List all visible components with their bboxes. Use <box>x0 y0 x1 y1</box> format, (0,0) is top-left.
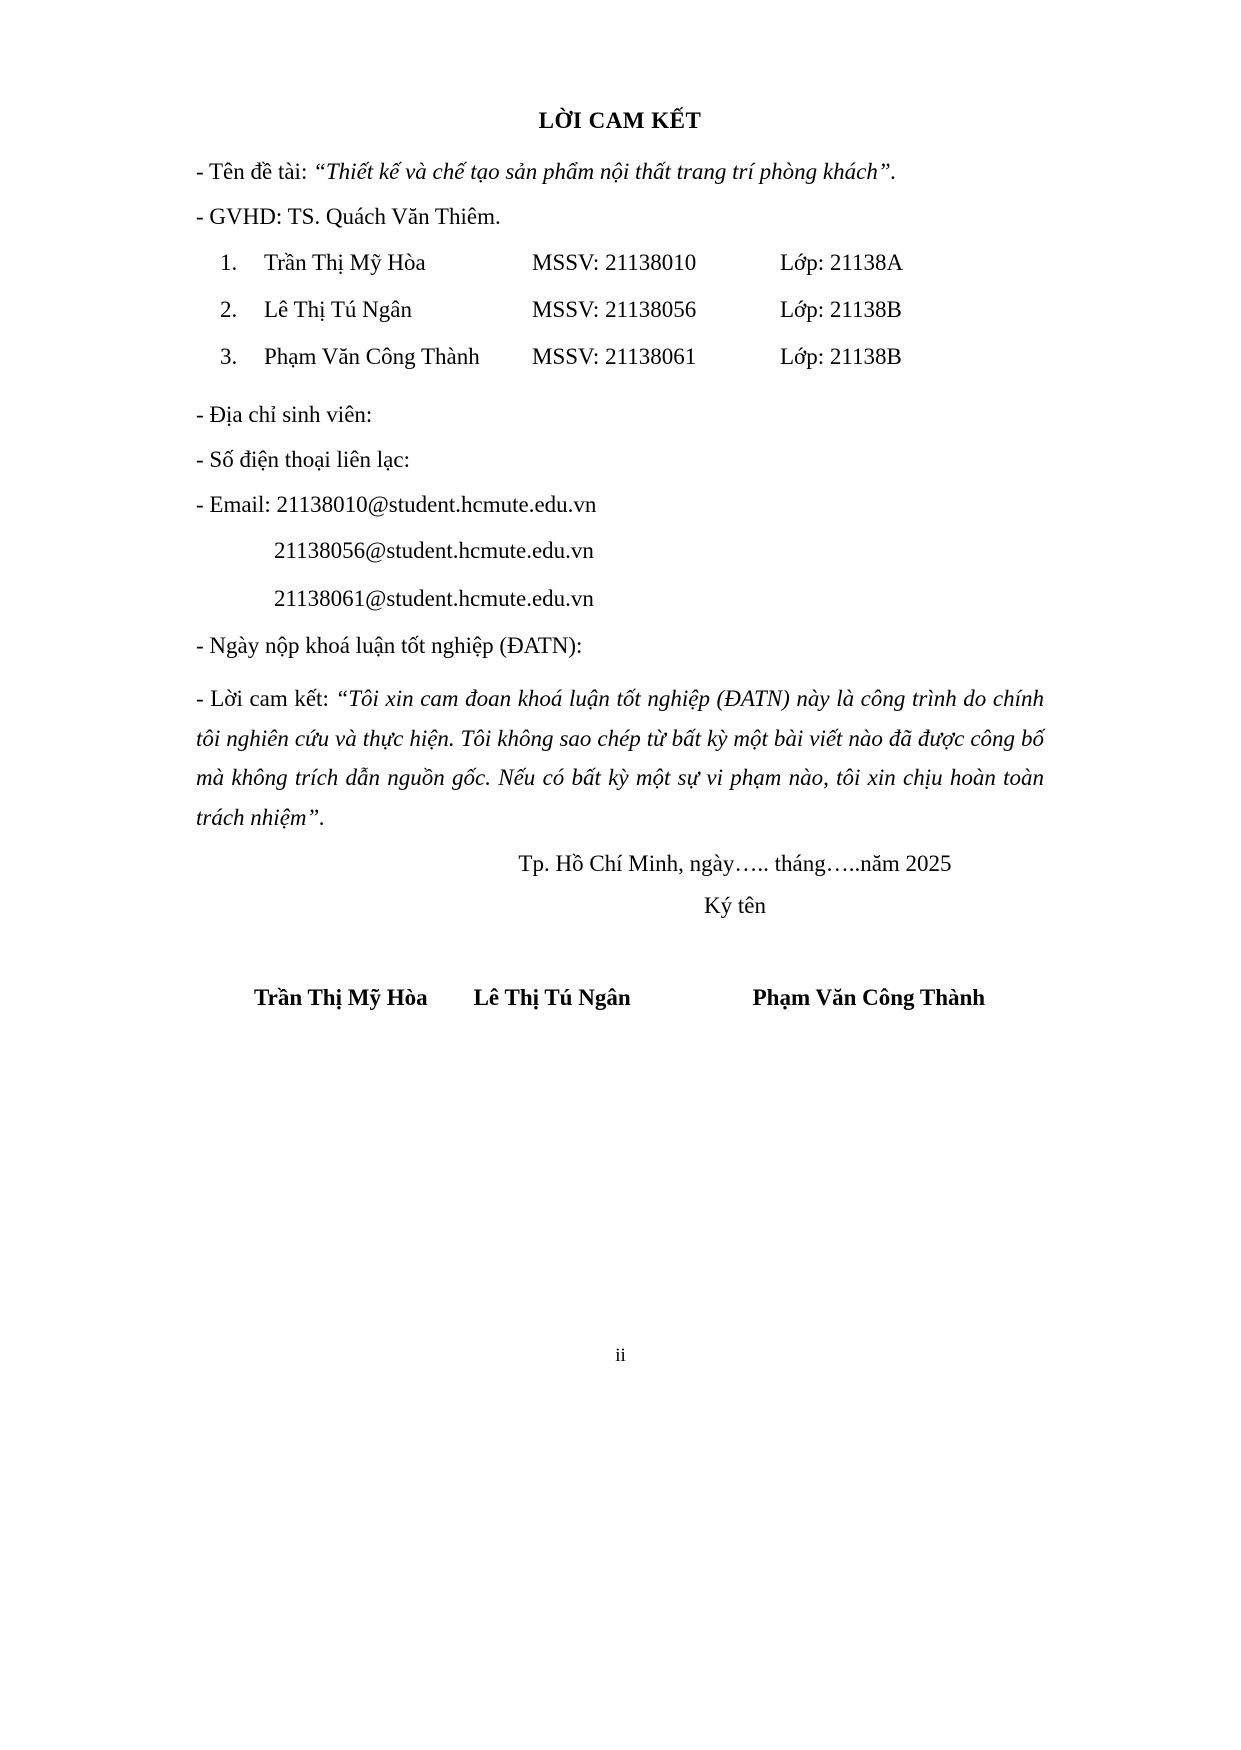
signature-name-1: Trần Thị Mỹ Hòa <box>254 985 428 1010</box>
place-and-date: Tp. Hồ Chí Minh, ngày….. tháng…..năm 2025 <box>518 851 952 877</box>
table-row <box>196 250 1044 297</box>
student-index: 1. <box>220 250 238 275</box>
student-table <box>196 250 1044 391</box>
signature-name-3: Phạm Văn Công Thành <box>752 985 986 1010</box>
student-name: Trần Thị Mỹ Hòa <box>264 250 426 275</box>
student-name: Lê Thị Tú Ngân <box>264 297 412 322</box>
student-name: Phạm Văn Công Thành <box>264 344 480 369</box>
student-index: 2. <box>220 297 238 322</box>
email-line-3: 21138061@student.hcmute.edu.vn <box>274 586 594 611</box>
project-title-line <box>196 160 1044 183</box>
student-index: 3. <box>220 344 238 369</box>
signature-row <box>196 985 1076 1011</box>
pledge-label: - Lời cam kết: <box>196 686 336 711</box>
pledge-paragraph <box>196 679 1044 837</box>
submission-date-line: - Ngày nộp khoá luận tốt nghiệp (ĐATN): <box>196 633 583 658</box>
project-title-value: “Thiết kế và chế tạo sản phẩm nội thất trang trí phòng khách”. <box>313 159 897 184</box>
signature-label: Ký tên <box>704 893 766 919</box>
signature-name-2: Lê Thị Tú Ngân <box>473 985 631 1010</box>
student-mssv: MSSV: 21138010 <box>532 250 697 275</box>
table-row <box>196 297 1044 344</box>
table-row <box>196 344 1044 391</box>
project-title-label: - Tên đề tài: <box>196 159 314 184</box>
page-number: ii <box>615 1345 626 1366</box>
advisor-line: - GVHD: TS. Quách Văn Thiêm. <box>196 204 501 229</box>
address-line: - Địa chỉ sinh viên: <box>196 402 373 427</box>
student-mssv: MSSV: 21138056 <box>532 297 697 322</box>
student-class: Lớp: 21138A <box>780 250 904 275</box>
student-class: Lớp: 21138B <box>780 297 902 322</box>
phone-line: - Số điện thoại liên lạc: <box>196 447 410 472</box>
student-class: Lớp: 21138B <box>780 344 902 369</box>
student-mssv: MSSV: 21138061 <box>532 344 697 369</box>
pledge-text: “Tôi xin cam đoan khoá luận tốt nghiệp (ĐATN) này là công trình do chính tôi nghiên cứu và thực hiện. Tôi không sao chép từ bất kỳ một bài viết nào đã được công bố mà không trích dẫn nguồn gốc. Nếu có bất kỳ một sự vi phạm nào, tôi xin chịu hoàn toàn trách nhiệm”. <box>196 686 1044 830</box>
document-body <box>196 108 1044 919</box>
email-line-2: 21138056@student.hcmute.edu.vn <box>274 538 594 563</box>
email-line-1: - Email: 21138010@student.hcmute.edu.vn <box>196 492 597 517</box>
page-title: LỜI CAM KẾT <box>538 108 702 133</box>
